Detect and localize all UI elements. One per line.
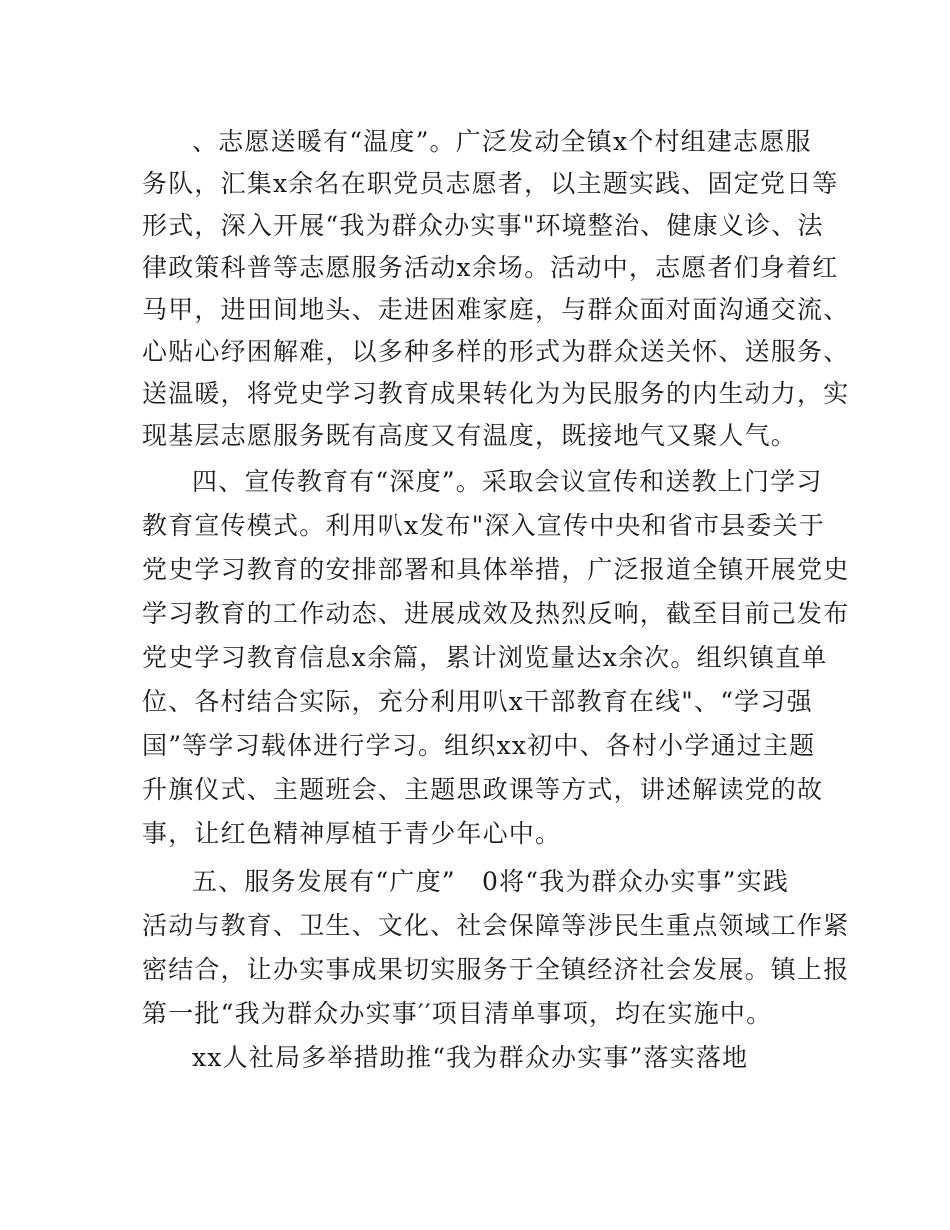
text-line: 教育宣传模式。利用叭x发布"深入宣传中央和省市县委关于: [142, 511, 826, 540]
section-heading: xx人社局多举措助推“我为群众办实事”落实落地: [192, 1043, 749, 1072]
text-line: 送温暖，将党史学习教育成果转化为为民服务的内生动力，实: [142, 379, 850, 408]
text-line: 马甲，进田间地头、走进困难家庭，与群众面对面沟通交流、: [142, 295, 850, 324]
text-line: 现基层志愿服务既有高度又有温度，既接地气又聚人气。: [142, 421, 798, 450]
text-line: 事，让红色精神厚植于青少年心中。: [142, 819, 562, 848]
text-line: 活动与教育、卫生、文化、社会保障等涉民生重点领域工作紧: [142, 911, 850, 940]
text-line: 形式，深入开展“我为群众办实事"环境整治、健康义诊、法: [142, 211, 824, 240]
text-line: 四、宣传教育有“深度”。采取会议宣传和送教上门学习: [192, 467, 823, 496]
text-line: 五、服务发展有“广度” 0将“我为群众办实事”实践: [192, 867, 790, 896]
text-line: 位、各村结合实际，充分利用叭x干部教育在线"、“学习强: [142, 687, 813, 716]
text-line: 国”等学习载体进行学习。组织xx初中、各村小学通过主题: [142, 731, 816, 760]
text-line: 学习教育的工作动态、进展成效及热烈反响，截至目前己发布: [142, 599, 850, 628]
text-line: 心贴心纾困解难，以多种多样的形式为群众送关怀、送服务、: [142, 337, 850, 366]
text-line: 升旗仪式、主题班会、主题思政课等方式，讲述解读党的故: [142, 775, 824, 804]
text-line: 第一批“我为群众办实事′′项目清单事项，均在实施中。: [142, 999, 773, 1028]
text-line: 党史学习教育信息x余篇，累计浏览量达x余次。组织镇直单: [142, 643, 828, 672]
text-line: 、志愿送暖有“温度”。广泛发动全镇x个村组建志愿服: [192, 127, 812, 156]
text-line: 律政策科普等志愿服务活动x余场。活动中，志愿者们身着红: [142, 253, 839, 282]
text-line: 密结合，让办实事成果切实服务于全镇经济社会发展。镇上报: [142, 955, 850, 984]
text-line: 务队，汇集x余名在职党员志愿者，以主题实践、固定党日等: [142, 169, 839, 198]
text-line: 党史学习教育的安排部署和具体举措，广泛报道全镇开展党史: [142, 555, 850, 584]
